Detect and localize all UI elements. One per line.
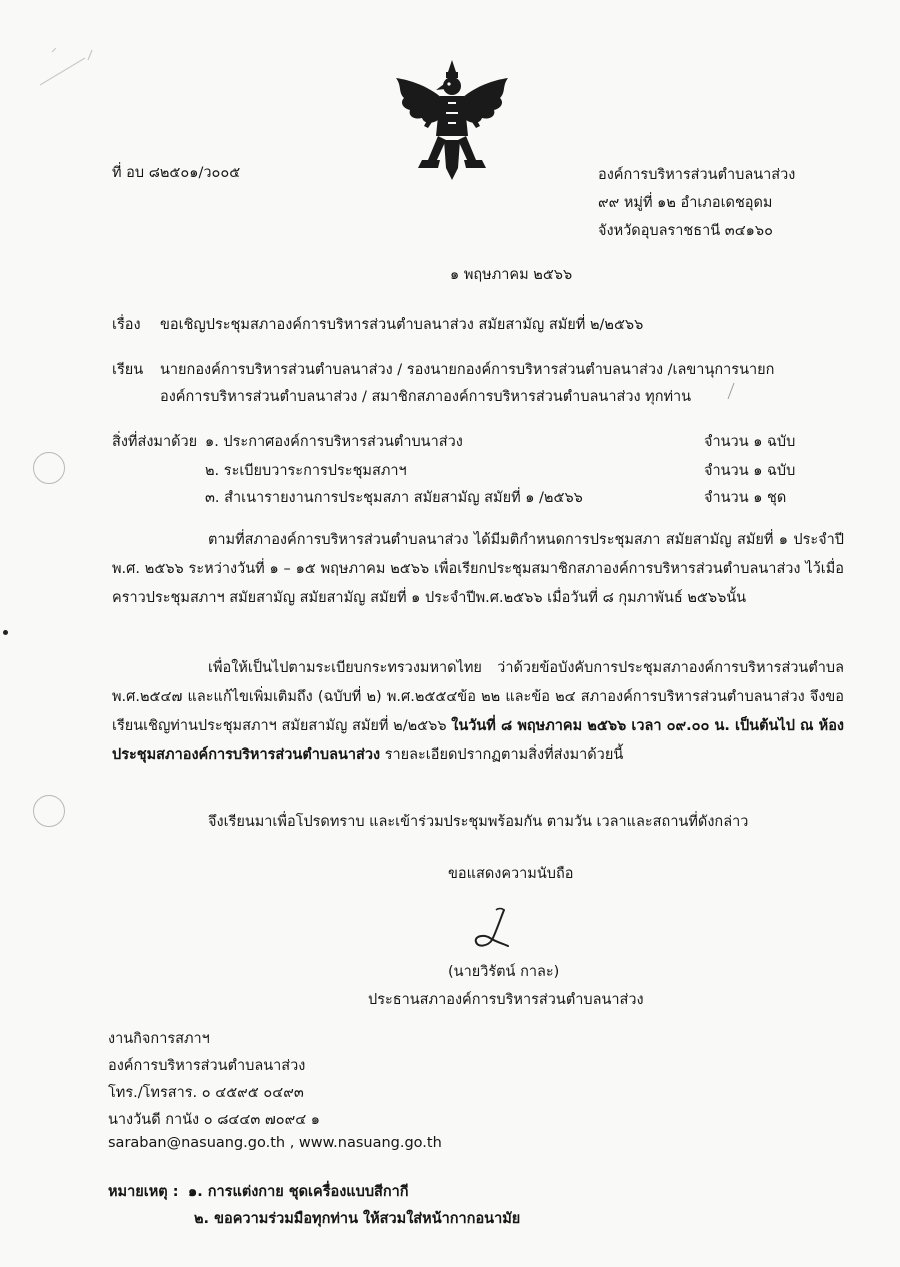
sender-address-line2: จังหวัดอุบลราชธานี ๓๔๑๖๐ [598,223,773,239]
attachments-label: สิ่งที่ส่งมาด้วย [112,434,198,450]
scan-dot [3,630,8,635]
attachment-item: ๒. ระเบียบวาระการประชุมสภาฯ [205,463,407,479]
attachment-quantity: จำนวน ๑ ฉบับ [704,463,796,479]
contact-email-web: saraban@nasuang.go.th , www.nasuang.go.th [108,1135,442,1151]
body-paragraph-1-text: ตามที่สภาองค์การบริหารส่วนตำบลนาส่วง ได้มีมติกำหนดการประชุมสภา สมัยสามัญ สมัยที่ ๑ ประจำปี พ.ศ. ๒๕๖๖ ระหว่างวันที่ ๑ – ๑๕ พฤษภาคม ๒๕๖๖ เพื่อเรียกประชุมสมาชิกสภาองค์การบริหารส่วนตำบลนาส่วง ไว้เมื่อคราวประชุมสภาฯ สมัยสามัญ สมัยสามัญ สมัยที่ ๑ ประจำปีพ.ศ.๒๕๖๖ เมื่อวันที่ ๘ กุมภาพันธ์ ๒๕๖๖นั้น [112,532,844,606]
body-paragraph-2 [112,654,844,770]
body-paragraph-1 [112,526,844,613]
contact-org: องค์การบริหารส่วนตำบลนาส่วง [108,1058,306,1074]
contact-department: งานกิจการสภาฯ [108,1031,210,1047]
recipient-line1: นายกองค์การบริหารส่วนตำบลนาส่วง / รองนายกองค์การบริหารส่วนตำบลนาส่วง /เลขานุการนายก [160,362,775,378]
document-date: ๑ พฤษภาคม ๒๕๖๖ [450,267,573,283]
scan-artifact-mark [30,40,100,90]
subject-label: เรื่อง [112,317,141,333]
closing-regards: ขอแสดงความนับถือ [448,866,574,882]
contact-phone: โทร./โทรสาร. ๐ ๔๕๙๕ ๐๔๙๓ [108,1085,304,1101]
body-paragraph-2-tail: รายละเอียดปรากฏตามสิ่งที่ส่งมาด้วยนี้ [380,747,624,763]
contact-person: นางวันดี กานัง ๐ ๘๔๔๓ ๗๐๙๔ ๑ [108,1112,321,1128]
document-number: ที่ อบ ๘๒๕๐๑/ว๐๐๕ [112,165,241,181]
sender-address-line1: ๙๙ หมู่ที่ ๑๒ อำเภอเดชอุดม [598,195,773,211]
handwritten-signature [470,906,520,956]
remarks-label: หมายเหตุ : [108,1184,179,1200]
garuda-emblem-icon [388,56,516,186]
punch-hole-mark [33,452,65,484]
handwritten-tick-mark [724,381,738,401]
recipient-label: เรียน [112,362,144,378]
remark-item-1: ๑. การแต่งกาย ชุดเครื่องแบบสีกากี [188,1184,409,1200]
remark-item-2: ๒. ขอความร่วมมือทุกท่าน ให้สวมใส่หน้ากากอนามัย [194,1211,521,1227]
punch-hole-mark [33,795,65,827]
sender-org-name: องค์การบริหารส่วนตำบลนาส่วง [598,167,796,183]
subject-text: ขอเชิญประชุมสภาองค์การบริหารส่วนตำบลนาส่วง สมัยสามัญ สมัยที่ ๒/๒๕๖๖ [160,317,644,333]
attachment-quantity: จำนวน ๑ ชุด [704,490,787,506]
body-paragraph-3: จึงเรียนมาเพื่อโปรดทราบ และเข้าร่วมประชุมพร้อมกัน ตามวัน เวลาและสถานที่ดังกล่าว [208,814,749,830]
attachment-item: ๓. สำเนารายงานการประชุมสภา สมัยสามัญ สมัยที่ ๑ /๒๕๖๖ [205,490,583,506]
attachment-item: ๑. ประกาศองค์การบริหารส่วนตำบนาส่วง [205,434,463,450]
body-paragraph-2-text: เพื่อให้เป็นไปตามระเบียบกระทรวงมหาดไทย ว่าด้วยข้อบังคับการประชุมสภาองค์การบริหารส่วนตำบล พ.ศ.๒๕๔๗ และแก้ไขเพิ่มเติมถึง (ฉบับที่ ๒) พ.ศ.๒๕๕๔ข้อ ๒๒ และข้อ ๒๔ สภาองค์การบริหารส่วนตำบลนาส่วง จึงขอเรียนเชิญท่านประชุมสภาฯ สมัยสามัญ สมัยที่ ๒/๒๕๖๖ [112,660,844,734]
recipient-line2: องค์การบริหารส่วนตำบลนาส่วง / สมาชิกสภาองค์การบริหารส่วนตำบลนาส่วง ทุกท่าน [160,389,692,405]
attachment-quantity: จำนวน ๑ ฉบับ [704,434,796,450]
signer-name: (นายวิรัตน์ กาละ) [448,964,560,980]
remarks-label-text: หมายเหตุ [108,1184,168,1200]
meeting-date-place: ในวันที่ ๘ พฤษภาคม ๒๕๖๖ เวลา ๐๙.๐๐ น. เป็นต้นไป ณ ห้องประชุมสภาองค์การบริหารส่วนตำบลนาส่วง [112,718,844,763]
signer-title: ประธานสภาองค์การบริหารส่วนตำบลนาส่วง [368,992,644,1008]
